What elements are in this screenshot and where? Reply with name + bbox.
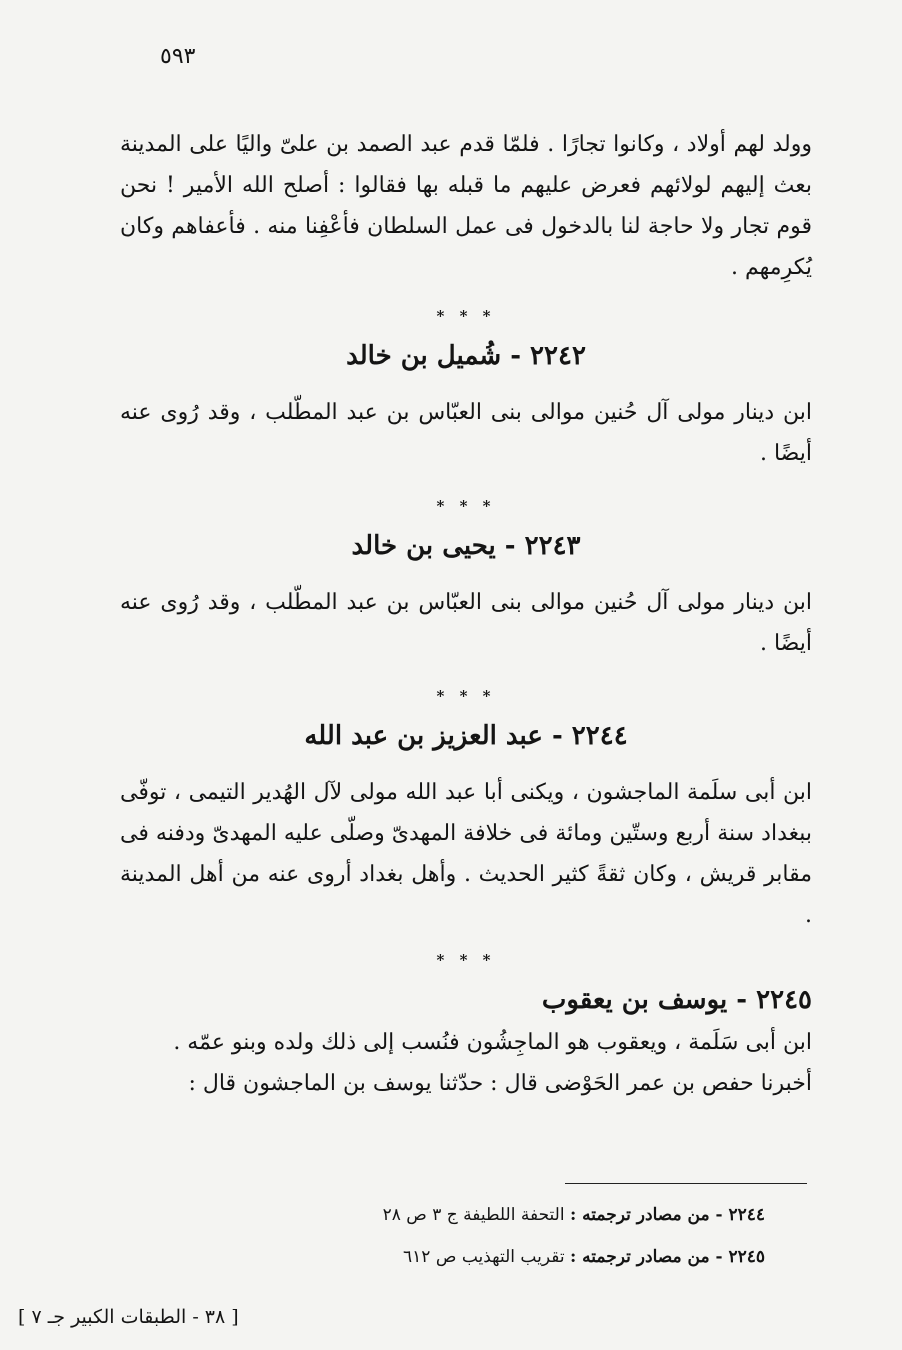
footnote-text: التحفة اللطيفة ج ٣ ص ٢٨ [382, 1205, 565, 1225]
footnote-divider [565, 1183, 807, 1184]
main-text [120, 124, 812, 1104]
page-number: ٥٩٣ [160, 44, 196, 69]
intro-paragraph: وولد لهم أولاد ، وكانوا تجارًا . فلمّا قدم عبد الصمد بن علىّ واليًا على المدينة بعث إليهم لولائهم فعرض عليهم ما قبله بها فقالوا : أصلح الله الأمير ! نحن قوم تجار ولا حاجة لنا بالدخول فى عمل السلطان فأعْفِنا منه . فأعفاهم وكان يُكرِمهم . [120, 132, 812, 280]
entry-body-2245-line-1: ابن أبى سَلَمة ، ويعقوب هو الماجِشُون فنُسب إلى ذلك ولده وبنو عمّه . [173, 1030, 812, 1055]
entry-body-2245-line-2: أخبرنا حفص بن عمر الحَوْضى قال : حدّثنا يوسف بن الماجشون قال : [188, 1071, 812, 1096]
entry-title-2242: ٢٢٤٢ - شُميل بن خالد [346, 341, 586, 371]
entry-title-2243: ٢٢٤٣ - يحيى بن خالد [351, 531, 581, 561]
separator: * * * [436, 497, 496, 515]
running-footer: [ ٣٨ - الطبقات الكبير جـ ٧ ] [18, 1306, 239, 1328]
separator: * * * [436, 307, 496, 325]
entry-title-2244: ٢٢٤٤ - عبد العزيز بن عبد الله [304, 721, 628, 751]
footnote-2245 [383, 1236, 765, 1278]
separator: * * * [436, 687, 496, 705]
separator: * * * [436, 951, 496, 969]
footnote-head: ٢٢٤٤ - من مصادر ترجمته : [569, 1205, 765, 1225]
footnotes [383, 1194, 765, 1278]
entry-body-2244: ابن أبى سلَمة الماجشون ، ويكنى أبا عبد الله مولى لآل الهُدير التيمى ، توفّى ببغداد سنة أربع وستّين ومائة فى خلافة المهدىّ وصلّى عليه المهدىّ ودفنه فى مقابر قريش ، وكان ثقةً كثير الحديث . وأهل بغداد أروى عنه من أهل المدينة . [120, 780, 812, 928]
footnote-text: تقريب التهذيب ص ٦١٢ [403, 1247, 565, 1267]
entry-body-2243: ابن دينار مولى آل حُنين موالى بنى العبّاس بن عبد المطّلب ، وقد رُوى عنه أيضًا . [120, 590, 812, 656]
entry-title-2245: ٢٢٤٥ - يوسف بن يعقوب [541, 985, 812, 1015]
footnote-2244 [383, 1194, 765, 1236]
footnote-head: ٢٢٤٥ - من مصادر ترجمته : [569, 1247, 765, 1267]
entry-body-2242: ابن دينار مولى آل حُنين موالى بنى العبّاس بن عبد المطّلب ، وقد رُوى عنه أيضًا . [120, 400, 812, 466]
